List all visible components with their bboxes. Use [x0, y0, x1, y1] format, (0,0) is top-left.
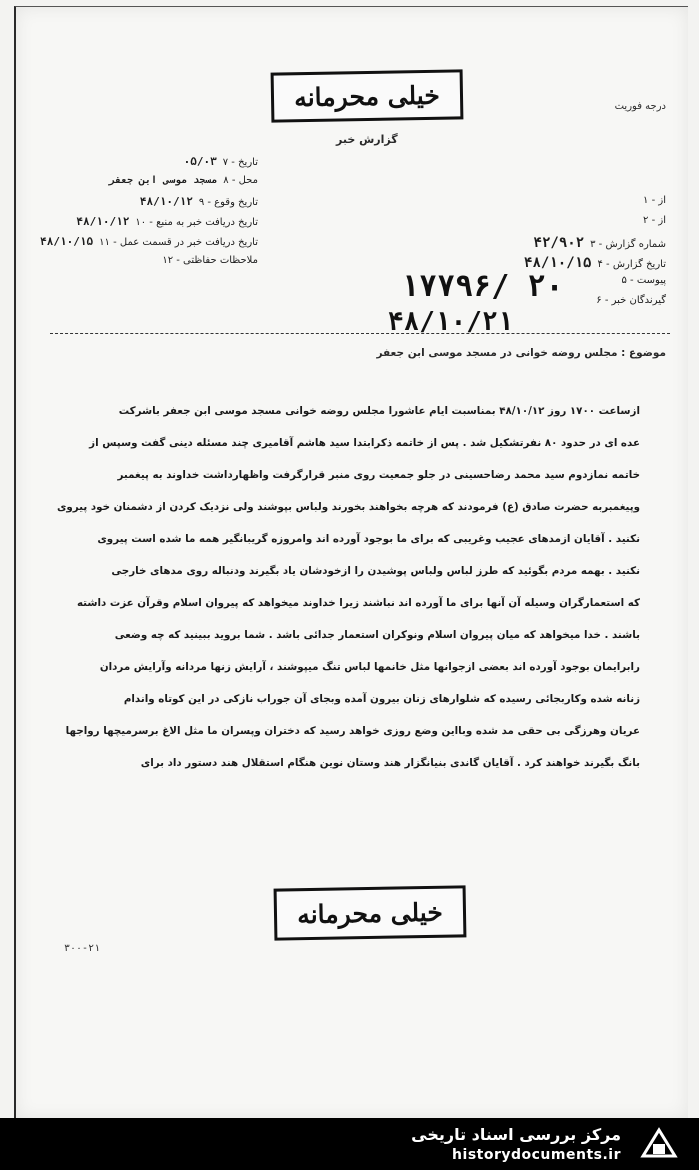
- body-line: بانگ بگیرند خواهند کرد . آقایان گاندی بنیانگزار هند وستان نوین هنگام استقلال هند دستور داد برای: [140, 757, 640, 769]
- subject-line: موضوع : مجلس روضه خوانی در مسجد موسی ابن جعفر: [376, 347, 666, 359]
- stamp-text: خیلی محرمانه: [294, 80, 441, 112]
- body-line: عده ای در حدود ۸۰ نفرتشکیل شد . پس از خاتمه ذکرابتدا سید هاشم آقامیری چند مسئله دینی گفت وسپس از: [89, 437, 640, 449]
- body-line: نکنید . بهمه مردم بگوئید که طرز لباس ولباس پوشیدن را ازخودشان یاد بگیرند ودنباله روی مدهای خارجی: [111, 565, 640, 577]
- report-title: گزارش خبر: [336, 133, 398, 146]
- handwritten-number: ۱۷۷۹۶/ ۲۰: [401, 269, 564, 304]
- body-line: عریان وهرزگی بی حقی مد شده وبااین وضع روزی خواهد رسید که دختران وپسران ما مثل الاغ برسرمیچها رواجها: [65, 725, 640, 737]
- body-line: خاتمه نمازدوم سید محمد رضاحسینی در جلو جمعیت روی منبر قرارگرفت واظهارداشت خداوند به پیغمبر: [117, 469, 640, 481]
- footer-title: مرکز بررسی اسناد تاریخی: [411, 1125, 621, 1144]
- handwritten-date: ۴۸/۱۰/۲۱: [388, 307, 514, 337]
- field-9: ۹ - تاریخ وقوع ۴۸/۱۰/۱۲: [139, 195, 258, 208]
- classification-stamp-bottom: [274, 885, 467, 940]
- body-line: که استعمارگران وسیله آن آنها برای ما آورده اند نباشند زیرا خداوند میخواهد که پیروان اسلام وقرآن عزت داشته: [76, 597, 640, 609]
- page-number: ۳۰۰-۲۱: [64, 943, 101, 954]
- body-line: ازساعت ۱۷۰۰ روز ۴۸/۱۰/۱۲ بمناسبت ایام عاشورا مجلس روضه خوانی مسجد موسی ابن جعفر باشرکت: [118, 405, 640, 417]
- stamp-text: خیلی محرمانه: [297, 897, 444, 929]
- header-divider: [50, 333, 670, 334]
- footer-banner: [0, 1118, 699, 1170]
- footer-site: historydocuments.ir: [452, 1147, 621, 1163]
- document-page: [14, 6, 688, 1119]
- report-body: [44, 395, 640, 779]
- priority-label: درجه فوریت: [614, 101, 666, 112]
- field-1: ۱ - از: [643, 195, 666, 206]
- body-line: نکنید . آقایان ازمدهای عجیب وغریبی که برای ما بوجود آورده اند وامروزه گریبانگیر همه ما شده است پیروی: [97, 533, 640, 545]
- field-11: ۱۱ - تاریخ دریافت خبر در قسمت عمل ۴۸/۱۰/۱۵: [40, 235, 258, 248]
- field-12: ۱۲ - ملاحظات حفاظتی: [162, 255, 258, 266]
- body-line: باشند . خدا میخواهد که میان پیروان اسلام ونوکران استعمار جدائی باشد . شما بروید ببینید که چه وضعی: [114, 629, 640, 641]
- archive-logo-icon: [639, 1126, 679, 1162]
- field-5: ۵ - پیوست: [621, 275, 666, 286]
- body-line: زنانه شده وکاربجائی رسیده که شلوارهای زنان بیرون آمده وبجای آن جوراب نازکی در این کوتاه واندام: [123, 693, 640, 705]
- field-6: ۶ - گیرندگان خبر: [596, 295, 666, 306]
- field-7: ۷ - تاریخ ۰۵/۰۳: [183, 155, 258, 168]
- body-line: وپیغمبربه حضرت صادق (ع) فرمودند که هرچه بخواهند بخورند ولباس بپوشند ولی نزدیک کردن از دشمنان خود پیروی: [56, 501, 640, 513]
- field-4: ۴ - تاریخ گزارش ۴۸/۱۰/۱۵: [524, 255, 666, 271]
- classification-stamp-top: [271, 69, 464, 122]
- field-2: ۲ - از: [643, 215, 666, 226]
- field-10: ۱۰ - تاریخ دریافت خبر به منبع ۴۸/۱۰/۱۲: [76, 215, 258, 228]
- field-8: ۸ - محل مسجد موسی ابن جعفر: [108, 175, 258, 186]
- body-line: رابرایمان بوجود آورده اند بعضی ازجوانها مثل خانمها لباس تنگ میپوشند ، آرایش زنها مردانه وآرایش مردان: [99, 661, 640, 673]
- field-3: ۳ - شماره گزارش ۴۲/۹۰۲: [533, 235, 666, 251]
